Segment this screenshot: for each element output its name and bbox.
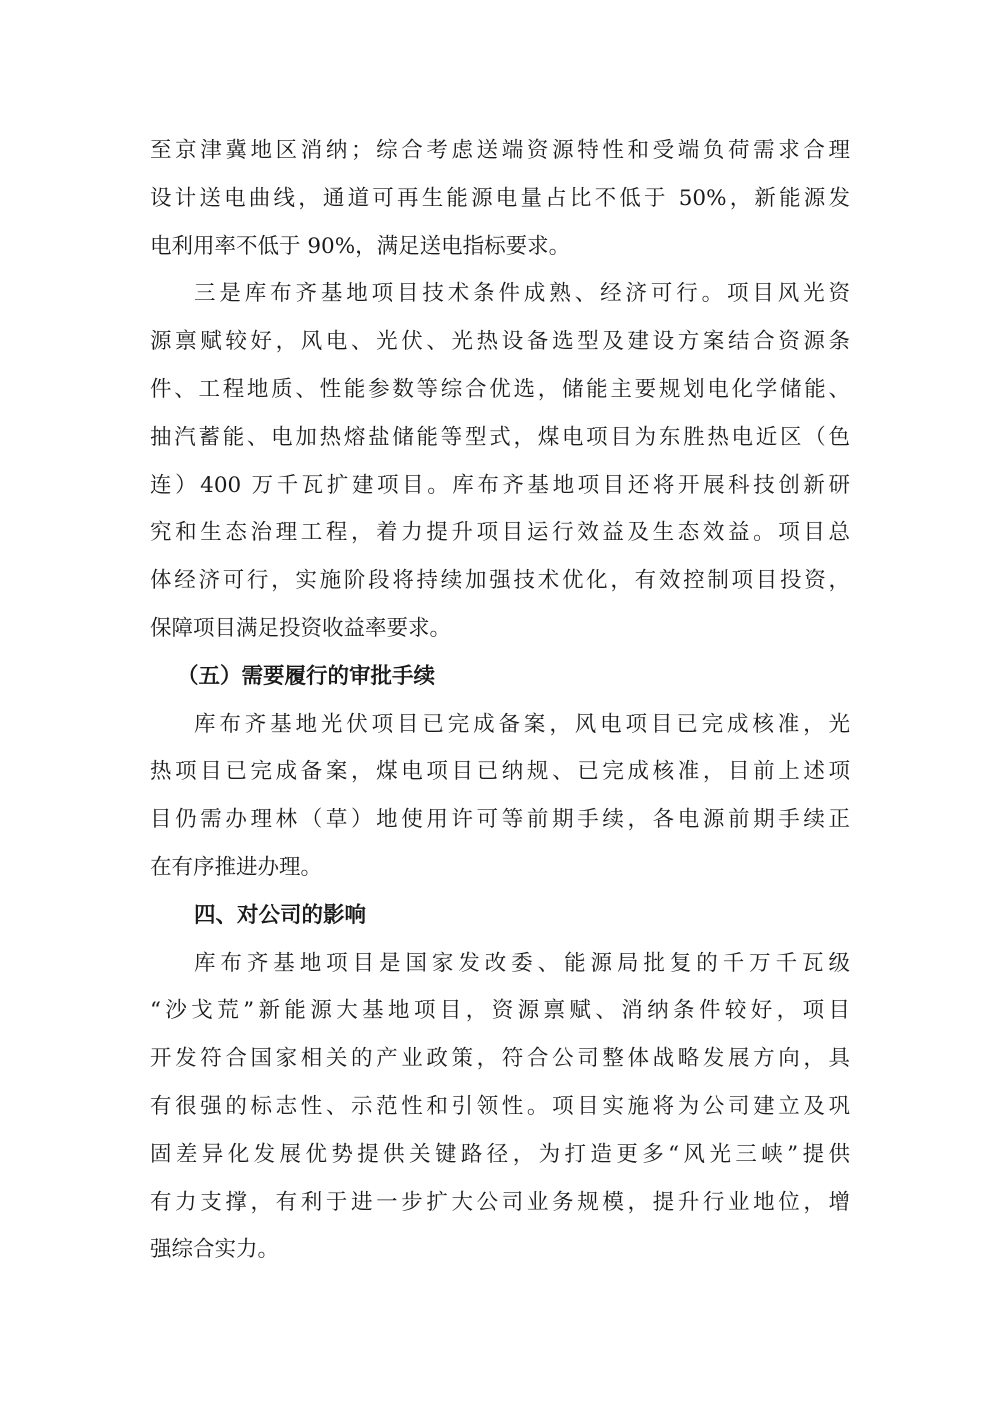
text-line: 在有序推进办理。 xyxy=(150,854,323,880)
text-line: 体经济可行，实施阶段将持续加强技术优化，有效控制项目投资， xyxy=(150,568,850,594)
text-line: 库布齐基地项目是国家发改委、能源局批复的千万千瓦级 xyxy=(194,950,850,976)
text-line: 目仍需办理林（草）地使用许可等前期手续，各电源前期手续正 xyxy=(150,807,850,833)
section-heading: 四、对公司的影响 xyxy=(194,902,367,928)
paragraph xyxy=(150,940,850,1275)
text-line: 开发符合国家相关的产业政策，符合公司整体战略发展方向，具 xyxy=(150,1046,850,1072)
text-line: 有很强的标志性、示范性和引领性。项目实施将为公司建立及巩 xyxy=(150,1093,850,1119)
text-line: 电利用率不低于 90%，满足送电指标要求。 xyxy=(150,233,571,259)
text-line: 热项目已完成备案，煤电项目已纳规、已完成核准，目前上述项 xyxy=(150,759,850,785)
text-line: 源禀赋较好，风电、光伏、光热设备选型及建设方案结合资源条 xyxy=(150,329,850,355)
paragraph xyxy=(150,127,850,270)
text-line: 连）400 万千瓦扩建项目。库布齐基地项目还将开展科技创新研 xyxy=(150,472,850,498)
paragraph xyxy=(150,270,850,652)
paragraph xyxy=(150,701,850,892)
text-line: 设计送电曲线，通道可再生能源电量占比不低于 50%，新能源发 xyxy=(150,185,850,211)
text-line: 有力支撑，有利于进一步扩大公司业务规模，提升行业地位，增 xyxy=(150,1189,850,1215)
text-line: 件、工程地质、性能参数等综合优选，储能主要规划电化学储能、 xyxy=(150,376,850,402)
text-line: 固差异化发展优势提供关键路径，为打造更多“风光三峡”提供 xyxy=(150,1141,850,1167)
text-line: “沙戈荒”新能源大基地项目，资源禀赋、消纳条件较好，项目 xyxy=(150,998,850,1024)
text-line: 保障项目满足投资收益率要求。 xyxy=(150,615,452,641)
text-line: 三是库布齐基地项目技术条件成熟、经济可行。项目风光资 xyxy=(194,281,850,307)
text-line: 究和生态治理工程，着力提升项目运行效益及生态效益。项目总 xyxy=(150,520,850,546)
document-page xyxy=(150,127,850,1274)
section-heading: （五）需要履行的审批手续 xyxy=(177,663,436,689)
text-line: 库布齐基地光伏项目已完成备案，风电项目已完成核准，光 xyxy=(194,711,850,737)
text-line: 抽汽蓄能、电加热熔盐储能等型式，煤电项目为东胜热电近区（色 xyxy=(150,424,850,450)
text-line: 至京津冀地区消纳；综合考虑送端资源特性和受端负荷需求合理 xyxy=(150,138,850,163)
text-line: 强综合实力。 xyxy=(150,1237,280,1263)
